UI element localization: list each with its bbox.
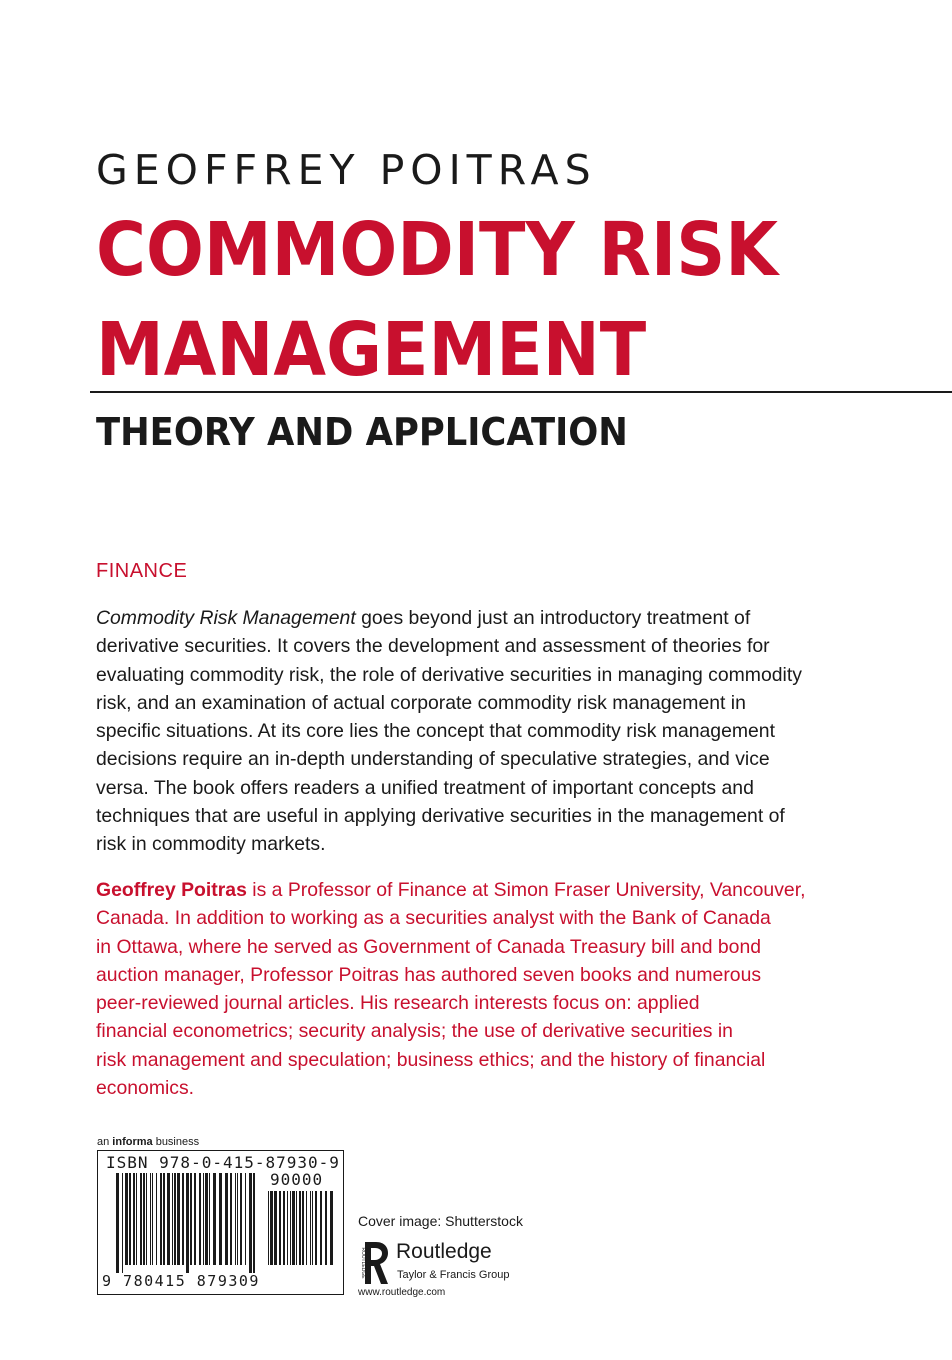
bio-line: economics.: [96, 1077, 195, 1100]
bio-author-name: Geoffrey Poitras: [96, 879, 247, 901]
routledge-logo-vertical-text: ROUTLEDGE: [360, 1247, 366, 1279]
publisher-group: Taylor & Francis Group: [397, 1269, 510, 1281]
isbn-barcode: [97, 1150, 344, 1295]
bio-line: financial econometrics; security analysis; the use of derivative securities in: [96, 1020, 733, 1043]
description-line: derivative securities. It covers the development and assessment of theories for: [96, 635, 770, 658]
description-line: Commodity Risk Management goes beyond just an introductory treatment of: [96, 607, 751, 629]
bio-line: auction manager, Professor Poitras has authored seven books and numerous: [96, 963, 762, 986]
book-title: [96, 200, 837, 400]
bio-line: risk management and speculation; business ethics; and the history of financial: [96, 1048, 766, 1071]
barcode-bars-icon: [116, 1173, 256, 1273]
book-subtitle: THEORY AND APPLICATION: [96, 410, 628, 454]
bio-line: Canada. In addition to working as a securities analyst with the Bank of Canada: [96, 907, 771, 930]
publisher-url: www.routledge.com: [358, 1287, 446, 1298]
book-title-line-2: MANAGEMENT: [96, 307, 647, 393]
title-divider: [90, 391, 952, 393]
bio-line: in Ottawa, where he served as Government of Canada Treasury bill and bond: [96, 935, 762, 958]
cover-image-credit: Cover image: Shutterstock: [358, 1213, 523, 1229]
category-label: FINANCE: [96, 560, 188, 582]
informa-business-tagline: an informa business: [97, 1136, 200, 1148]
bio-line: Geoffrey Poitras is a Professor of Finance at Simon Fraser University, Vancouver,: [96, 879, 806, 901]
book-description: [96, 604, 876, 859]
description-line: specific situations. At its core lies the concept that commodity risk management: [96, 720, 775, 743]
description-line: risk in commodity markets.: [96, 833, 326, 856]
description-line: techniques that are useful in applying derivative securities in the management of: [96, 805, 785, 828]
barcode-addon-bars-icon: [268, 1191, 336, 1273]
description-line: risk, and an examination of actual corporate commodity risk management in: [96, 691, 746, 714]
author-bio: [96, 876, 876, 1102]
isbn-label: ISBN 978-0-415-87930-9: [106, 1153, 340, 1172]
author-name: GEOFFREY POITRAS: [96, 146, 597, 194]
description-italic-title: Commodity Risk Management: [96, 607, 356, 629]
bio-line: peer-reviewed journal articles. His research interests focus on: applied: [96, 992, 700, 1015]
routledge-logo-icon: [357, 1240, 391, 1286]
description-line: decisions require an in-depth understanding of speculative strategies, and vice: [96, 748, 770, 771]
ean-digits: 9 780415 879309: [102, 1272, 260, 1290]
book-title-line-1: COMMODITY RISK: [96, 207, 779, 293]
price-code: 90000: [270, 1170, 324, 1189]
description-line: evaluating commodity risk, the role of derivative securities in managing commodity: [96, 663, 802, 686]
publisher-name: Routledge: [396, 1240, 492, 1263]
description-line: versa. The book offers readers a unified treatment of important concepts and: [96, 776, 754, 799]
